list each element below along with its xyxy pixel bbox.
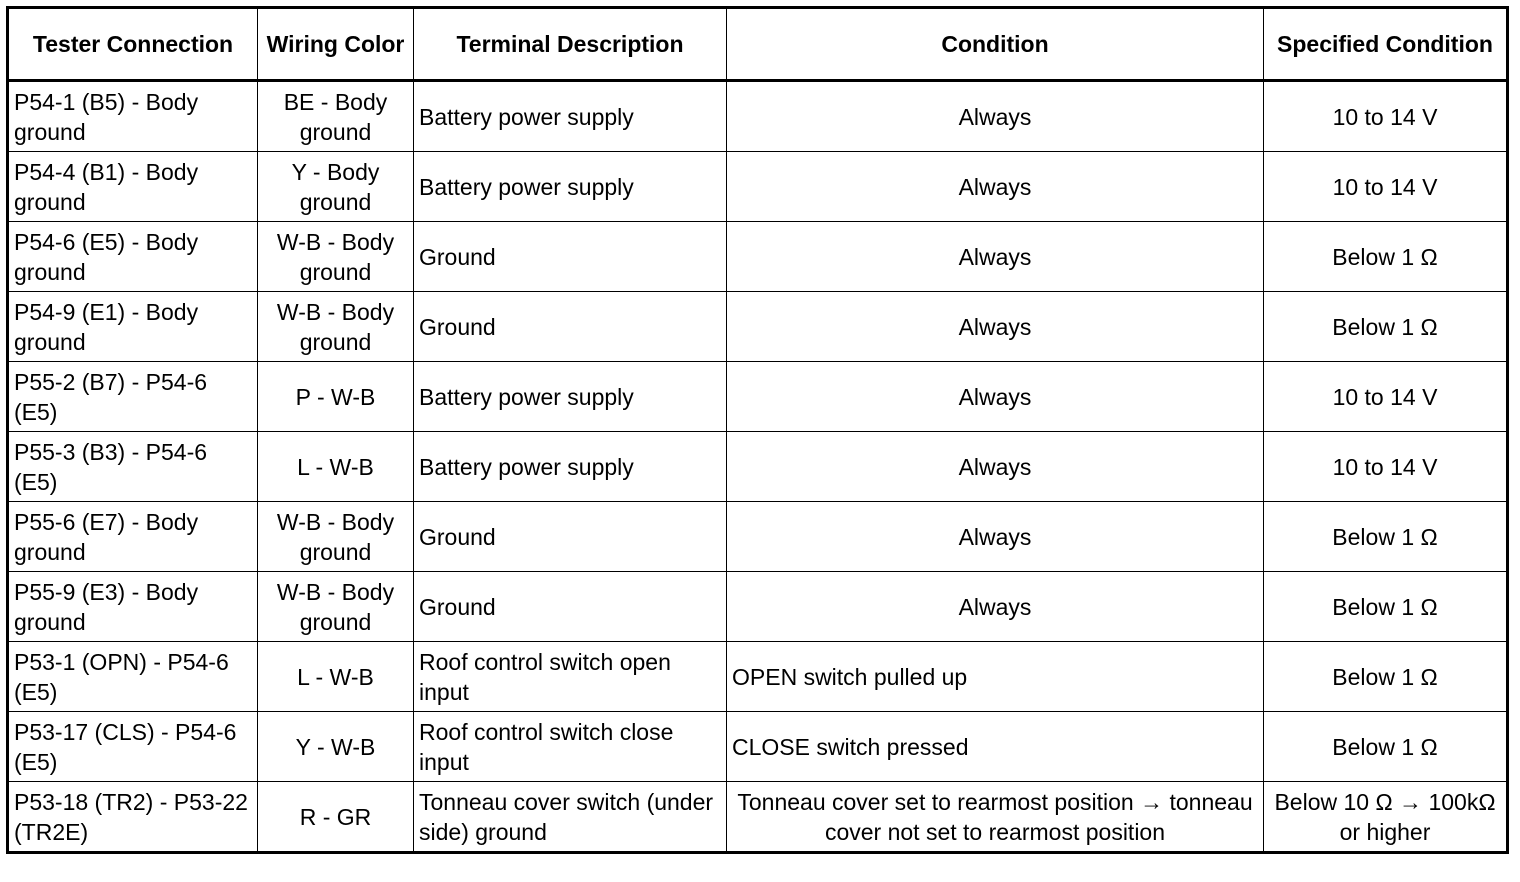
cell-terminal-description: Battery power supply xyxy=(414,152,727,222)
cell-condition: Always xyxy=(727,432,1264,502)
cell-tester-connection: P53-1 (OPN) - P54-6 (E5) xyxy=(8,642,258,712)
cell-specified-condition: Below 1 Ω xyxy=(1264,292,1508,362)
cell-specified-condition: Below 10 Ω → 100kΩ or higher xyxy=(1264,782,1508,853)
cell-tester-connection: P55-2 (B7) - P54-6 (E5) xyxy=(8,362,258,432)
table-row xyxy=(8,152,1508,222)
cell-condition: CLOSE switch pressed xyxy=(727,712,1264,782)
cell-wiring-color: R - GR xyxy=(258,782,414,853)
cell-tester-connection: P55-6 (E7) - Body ground xyxy=(8,502,258,572)
cell-condition: Always xyxy=(727,572,1264,642)
table-row xyxy=(8,222,1508,292)
cell-terminal-description: Roof control switch close input xyxy=(414,712,727,782)
cell-condition: Always xyxy=(727,502,1264,572)
cell-wiring-color: P - W-B xyxy=(258,362,414,432)
cell-terminal-description: Battery power supply xyxy=(414,432,727,502)
header-condition: Condition xyxy=(727,8,1264,81)
cell-condition: OPEN switch pulled up xyxy=(727,642,1264,712)
table-row xyxy=(8,502,1508,572)
cell-terminal-description: Battery power supply xyxy=(414,81,727,152)
cell-specified-condition: 10 to 14 V xyxy=(1264,432,1508,502)
header-tester-connection: Tester Connection xyxy=(8,8,258,81)
cell-wiring-color: W-B - Body ground xyxy=(258,502,414,572)
header-specified-condition: Specified Condition xyxy=(1264,8,1508,81)
table-row xyxy=(8,712,1508,782)
header-row xyxy=(8,8,1508,81)
cell-specified-condition: 10 to 14 V xyxy=(1264,152,1508,222)
cell-wiring-color: W-B - Body ground xyxy=(258,222,414,292)
cell-condition: Tonneau cover set to rearmost position → tonneau cover not set to rearmost position xyxy=(727,782,1264,853)
cell-condition: Always xyxy=(727,81,1264,152)
cell-wiring-color: W-B - Body ground xyxy=(258,572,414,642)
cell-tester-connection: P55-9 (E3) - Body ground xyxy=(8,572,258,642)
cell-terminal-description: Battery power supply xyxy=(414,362,727,432)
cell-wiring-color: Y - Body ground xyxy=(258,152,414,222)
cell-tester-connection: P54-6 (E5) - Body ground xyxy=(8,222,258,292)
cell-terminal-description: Tonneau cover switch (under side) ground xyxy=(414,782,727,853)
table-row xyxy=(8,81,1508,152)
cell-tester-connection: P54-9 (E1) - Body ground xyxy=(8,292,258,362)
cell-specified-condition: Below 1 Ω xyxy=(1264,222,1508,292)
cell-terminal-description: Roof control switch open input xyxy=(414,642,727,712)
cell-condition: Always xyxy=(727,152,1264,222)
cell-condition: Always xyxy=(727,362,1264,432)
cell-specified-condition: Below 1 Ω xyxy=(1264,502,1508,572)
cell-tester-connection: P53-18 (TR2) - P53-22 (TR2E) xyxy=(8,782,258,853)
cell-tester-connection: P53-17 (CLS) - P54-6 (E5) xyxy=(8,712,258,782)
cell-specified-condition: 10 to 14 V xyxy=(1264,81,1508,152)
header-wiring-color: Wiring Color xyxy=(258,8,414,81)
table-header xyxy=(8,8,1508,81)
table-row xyxy=(8,432,1508,502)
cell-wiring-color: L - W-B xyxy=(258,642,414,712)
cell-tester-connection: P55-3 (B3) - P54-6 (E5) xyxy=(8,432,258,502)
cell-tester-connection: P54-1 (B5) - Body ground xyxy=(8,81,258,152)
spec-table xyxy=(6,6,1509,854)
cell-condition: Always xyxy=(727,292,1264,362)
cell-terminal-description: Ground xyxy=(414,222,727,292)
table-row xyxy=(8,572,1508,642)
header-terminal-description: Terminal Description xyxy=(414,8,727,81)
cell-specified-condition: Below 1 Ω xyxy=(1264,572,1508,642)
cell-condition: Always xyxy=(727,222,1264,292)
cell-specified-condition: Below 1 Ω xyxy=(1264,712,1508,782)
cell-terminal-description: Ground xyxy=(414,502,727,572)
cell-terminal-description: Ground xyxy=(414,292,727,362)
cell-wiring-color: Y - W-B xyxy=(258,712,414,782)
table-row xyxy=(8,362,1508,432)
cell-wiring-color: W-B - Body ground xyxy=(258,292,414,362)
table-body xyxy=(8,81,1508,853)
table-row xyxy=(8,292,1508,362)
cell-tester-connection: P54-4 (B1) - Body ground xyxy=(8,152,258,222)
cell-terminal-description: Ground xyxy=(414,572,727,642)
cell-specified-condition: Below 1 Ω xyxy=(1264,642,1508,712)
cell-wiring-color: BE - Body ground xyxy=(258,81,414,152)
table-row xyxy=(8,782,1508,853)
cell-wiring-color: L - W-B xyxy=(258,432,414,502)
table-row xyxy=(8,642,1508,712)
cell-specified-condition: 10 to 14 V xyxy=(1264,362,1508,432)
